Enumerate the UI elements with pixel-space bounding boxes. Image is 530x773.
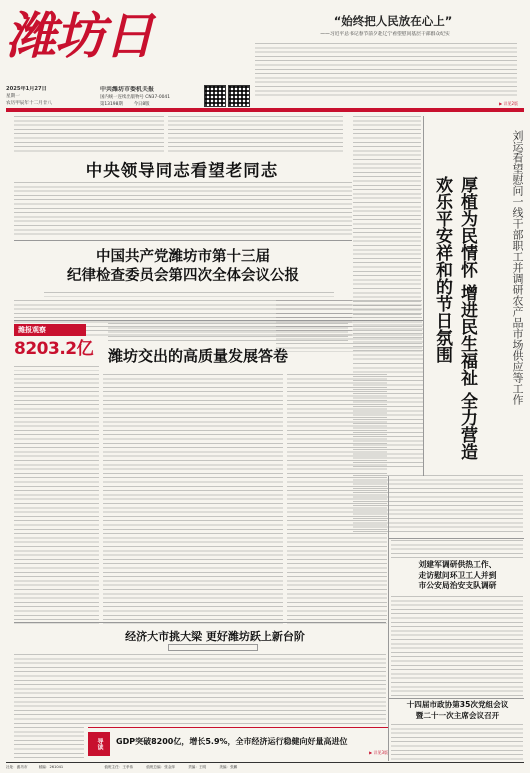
quality-body-right xyxy=(287,374,387,624)
footer-item: 邮编：261041 xyxy=(38,765,64,769)
guide-tag: 导读 xyxy=(88,732,110,756)
observation-tag: 潍报观察 xyxy=(14,324,86,336)
lead-intro-left xyxy=(14,116,164,154)
footer-item: 值班主任：王孝伟 xyxy=(104,765,134,769)
promo-more-link[interactable]: ▶ 详见2版 xyxy=(499,101,518,106)
section-divider xyxy=(388,538,524,539)
observation-banner xyxy=(14,324,99,362)
side-story-subheadline: 刘运看望慰问一线干部职工并调研农产品市场供应等工作 xyxy=(511,130,524,405)
quality-intro xyxy=(108,323,348,341)
cppcc-body xyxy=(391,724,523,760)
masthead-pages: 今日8版 xyxy=(133,102,150,107)
liu-story-headline xyxy=(390,560,525,592)
lead-body xyxy=(14,182,352,236)
masthead-date: 2025年1月27日 xyxy=(6,86,47,92)
commission-headline-line-2: 纪律检查委员会第四次全体会议公报 xyxy=(67,268,299,284)
masthead-lunar: 农历甲辰年十二月廿八 xyxy=(6,101,52,106)
liu-story-headline-line-3: 市公安局治安支队调研 xyxy=(418,581,497,590)
economy-byline-box xyxy=(168,644,258,651)
promo-body-text xyxy=(255,43,517,99)
masthead-cn-number: 国内统一连续出版物号 CN37-0041 xyxy=(100,95,170,100)
column-divider xyxy=(388,476,389,761)
side-story-headline: 厚植为民情怀 增进民生福祉 全力营造欢乐平安祥和的节日氛围 xyxy=(432,176,477,460)
liu-story-headline-line-1: 刘建军调研供热工作、 xyxy=(418,560,497,569)
economy-headline: 经济大市挑大梁 更好潍坊跃上新台阶 xyxy=(125,630,305,643)
masthead-weekday: 星期一 xyxy=(6,94,20,99)
footer-item: 社址：潍坊市 xyxy=(6,765,28,769)
quality-headline: 潍坊交出的高质量发展答卷 xyxy=(108,347,289,365)
commission-body-right xyxy=(353,116,421,316)
qr-code-icon xyxy=(204,85,226,107)
promo-headline: “始终把人民放在心上” xyxy=(333,14,453,28)
qr-code-icon xyxy=(228,85,250,107)
section-divider xyxy=(14,240,352,241)
quality-body-left xyxy=(14,374,99,624)
column-divider xyxy=(423,116,424,476)
guide-text[interactable]: GDP突破8200亿，增长5.9%，全市经济运行稳健向好量高进位 xyxy=(116,737,348,746)
commission-headline xyxy=(18,248,348,286)
quality-body-mid xyxy=(103,374,283,624)
lead-intro-right xyxy=(168,116,343,154)
masthead-issue-row xyxy=(100,101,200,108)
lead-headline: 中央领导同志看望老同志 xyxy=(85,161,279,180)
masthead-divider xyxy=(6,108,524,112)
masthead-logo: 潍坊日 xyxy=(6,6,153,65)
promo-subheadline: ——习近平总书记春节前夕赴辽宁看望慰问基层干部群众纪实 xyxy=(320,32,450,37)
commission-dateline xyxy=(44,292,334,297)
commission-headline-line-1: 中国共产党潍坊市第十三届 xyxy=(96,249,270,265)
footer-item: 美编：张鹏 xyxy=(219,765,238,769)
liu-story-body xyxy=(391,540,523,558)
liu-story-headline-line-2: 走访慰问环卫工人并到 xyxy=(418,570,497,580)
quality-byline xyxy=(14,366,99,371)
masthead-date-block xyxy=(6,86,96,107)
footer xyxy=(6,762,524,771)
cppcc-headline-line-2: 暨二十一次主席会议召开 xyxy=(415,710,500,720)
cppcc-headline xyxy=(390,700,525,721)
guide-more-link[interactable]: ▶ 详见3版 xyxy=(369,750,388,755)
footer-item: 值班总编：张金萍 xyxy=(146,765,176,769)
section-divider xyxy=(14,622,386,623)
masthead-org: 中共潍坊市委机关报 xyxy=(100,86,155,93)
economy-body xyxy=(14,654,386,724)
masthead-issue: 第13198期 xyxy=(100,102,123,107)
cppcc-headline-line-1: 十四届市政协第35次党组会议 xyxy=(406,700,509,709)
masthead-org-block xyxy=(100,86,200,108)
section-divider xyxy=(388,698,524,699)
economy-body-left xyxy=(14,727,84,759)
footer-item: 责编：王明 xyxy=(188,765,207,769)
guide-box xyxy=(88,727,388,757)
liu-story-body-lower xyxy=(391,596,523,696)
gdp-figure: 8203.2亿 xyxy=(14,339,94,359)
